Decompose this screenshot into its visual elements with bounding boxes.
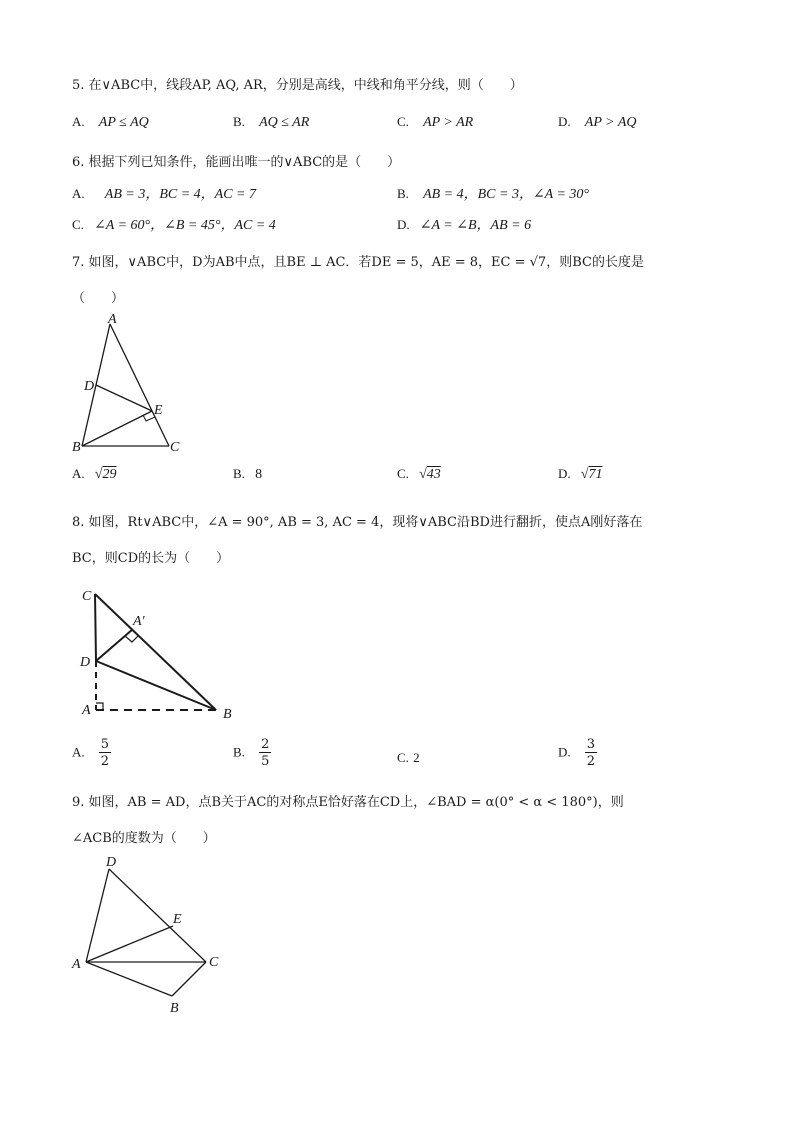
choice-radical: √71 [580,467,603,482]
denominator: 2 [586,754,596,769]
q5-stem: 5. 在∨ABC中，线段AP, AQ, AR，分别是高线，中线和角平分线，则（ ） [72,78,523,93]
q6-choice-d[interactable] [397,214,531,234]
vertex-label-c: C [209,955,219,970]
q6-choice-c[interactable] [72,214,276,234]
q7-choice-b[interactable] [233,466,262,483]
vertex-label-d: D [80,655,91,670]
choice-letter: B. [233,744,245,760]
vertex-label-d: D [84,379,95,394]
choice-letter: A. [72,186,85,201]
vertex-label-e: E [173,912,182,927]
choice-letter: C. [397,114,409,129]
vertex-label-e: E [154,403,163,418]
q8-choice-a[interactable] [72,738,111,768]
choice-letter: B. [233,466,245,481]
denominator: 5 [261,754,270,769]
vertex-label-c: C [82,589,92,604]
choice-letter: A. [72,744,85,760]
vertex-label-b: B [223,707,232,722]
q7-figure [66,308,196,456]
q5-choice-a[interactable] [72,114,149,131]
q7-choice-c[interactable] [397,466,441,483]
choice-text: AB = 3，BC = 4，AC = 7 [104,187,257,202]
vertex-label-a: A [108,312,117,327]
denominator: 2 [100,754,110,769]
vertex-label-c: C [170,440,180,455]
choice-text: AQ ≤ AR [259,115,310,130]
choice-letter: A. [72,466,85,481]
choice-letter: A. [72,114,85,129]
radicand: 71 [588,467,603,482]
choice-fraction [259,738,271,768]
choice-text: AP > AR [423,115,474,130]
choice-radical: √43 [419,467,441,482]
vertex-label-d: D [106,855,117,870]
choice-fraction [99,738,111,768]
q6-stem: 6. 根据下列已知条件，能画出唯一的∨ABC的是（ ） [72,155,401,170]
choice-fraction [585,738,597,768]
choice-text: AP > AQ [584,115,637,130]
q9-stem: 9. 如图，AB = AD，点B关于AC的对称点E恰好落在CD上，∠BAD = α(0° < α < 180°)，则 [72,795,624,810]
choice-letter: B. [233,114,245,129]
choice-text: ∠A = 60°，∠B = 45°，AC = 4 [94,218,276,233]
choice-letter: D. [558,466,571,481]
q6-choice-a[interactable] [72,183,256,203]
vertex-label-a-prime: A′ [133,614,145,629]
choice-letter: D. [558,114,571,129]
q5-choice-b[interactable] [233,114,309,131]
choice-letter: C. [72,217,84,232]
choice-letter: C. [397,466,409,481]
choice-letter: B. [397,186,409,201]
q7-choice-a[interactable] [72,466,116,483]
choice-letter: D. [558,744,571,760]
q9-figure [66,850,236,1020]
vertex-label-b: B [72,440,81,455]
q7-choice-d[interactable] [558,466,602,483]
radicand: 29 [102,467,117,482]
q8-choice-d[interactable] [558,738,597,768]
choice-text: ∠A = ∠B，AB = 6 [419,218,532,233]
choice-text: 2 [413,750,420,765]
choice-radical: √29 [94,467,117,482]
numerator: 5 [100,737,110,752]
q5-choice-c[interactable] [397,114,473,131]
vertex-label-b: B [170,1001,179,1016]
q8-stem: 8. 如图，Rt∨ABC中，∠A = 90°, AB = 3, AC = 4，现将∨ABC沿BD进行翻折，使点A刚好落在 [72,515,643,530]
q5-choice-d[interactable] [558,114,637,131]
radicand: 43 [426,467,441,482]
choice-letter: D. [397,217,410,232]
choice-text: AP ≤ AQ [98,115,149,130]
q8-figure [76,584,246,724]
choice-letter: C. [397,750,409,765]
vertex-label-a: A [82,703,91,718]
q8-choice-c[interactable] [397,750,420,766]
q7-answer-paren: （ ） [72,291,125,306]
numerator: 2 [261,737,270,752]
numerator: 3 [586,737,596,752]
choice-text: 8 [255,467,263,482]
q9-stem-continued: ∠ACB的度数为（ ） [72,831,216,846]
q6-choice-b[interactable] [397,183,589,203]
choice-text: AB = 4，BC = 3，∠A = 30° [423,187,590,202]
vertex-label-a: A [72,957,81,972]
q8-stem-continued: BC，则CD的长为（ ） [72,551,230,566]
q7-stem: 7. 如图，∨ABC中，D为AB中点，且BE ⊥ AC．若DE = 5，AE = 8，EC = √7，则BC的长度是 [72,255,644,270]
q8-choice-b[interactable] [233,738,271,768]
